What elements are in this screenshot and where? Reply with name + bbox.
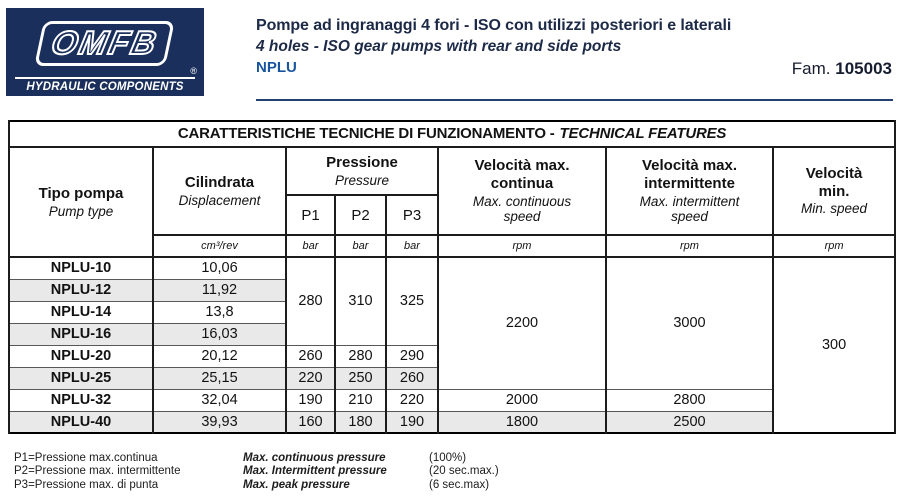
omfb-logo-frame	[35, 21, 176, 66]
omfb-logo	[6, 8, 204, 96]
pump-model-cell: NPLU-10	[9, 257, 153, 279]
table-row	[9, 389, 895, 411]
caption-italian: CARATTERISTICHE TECNICHE DI FUNZIONAMENTO -	[177, 125, 555, 142]
p2-cell: 250	[335, 367, 386, 389]
column-header-row	[9, 147, 895, 195]
logo-divider	[15, 77, 195, 79]
pump-model-cell: NPLU-32	[9, 389, 153, 411]
pump-model-cell: NPLU-12	[9, 279, 153, 301]
p1-cell: 160	[286, 411, 335, 433]
p2-cell: 180	[335, 411, 386, 433]
p2-cell: 210	[335, 389, 386, 411]
max-continuous-cell: 2200	[438, 257, 606, 389]
omfb-brand-text: OMFB	[48, 23, 162, 61]
p3-cell: 290	[386, 345, 438, 367]
col-header-max-continuous	[438, 147, 606, 235]
table-row	[9, 411, 895, 433]
document-titles	[256, 15, 731, 78]
unit-displacement: cm³/rev	[153, 235, 286, 257]
pump-model-cell: NPLU-16	[9, 323, 153, 345]
col-header-p1: P1	[286, 195, 335, 235]
p2-cell: 310	[335, 257, 386, 345]
pump-model-cell: NPLU-14	[9, 301, 153, 323]
max-intermittent-label-it: Velocità max. intermittente	[641, 157, 738, 192]
table-row	[9, 257, 895, 279]
p3-cell: 220	[386, 389, 438, 411]
displacement-cell: 32,04	[153, 389, 286, 411]
displacement-cell: 20,12	[153, 345, 286, 367]
pump-model-cell: NPLU-20	[9, 345, 153, 367]
pump-model-cell: NPLU-40	[9, 411, 153, 433]
unit-p2: bar	[335, 235, 386, 257]
omfb-logo-mark	[6, 14, 204, 72]
displacement-cell: 10,06	[153, 257, 286, 279]
pump-type-label-it: Tipo pompa	[38, 184, 124, 202]
unit-max-continuous: rpm	[438, 235, 606, 257]
footnote-condition: (20 sec.max.)	[429, 465, 499, 478]
p1-cell: 280	[286, 257, 335, 345]
pump-type-label-en: Pump type	[48, 203, 114, 219]
min-speed-label-en: Min. speed	[801, 201, 868, 217]
displacement-label-it: Cilindrata	[184, 173, 255, 191]
footnote-english: Max. continuous pressure	[243, 451, 386, 464]
max-intermittent-cell: 2500	[606, 411, 773, 433]
p1-cell: 190	[286, 389, 335, 411]
p2-cell: 280	[335, 345, 386, 367]
unit-p1: bar	[286, 235, 335, 257]
pressure-label-it: Pressione	[326, 153, 398, 171]
table-caption-row	[9, 121, 895, 147]
col-header-p3: P3	[386, 195, 438, 235]
min-speed-cell: 300	[773, 257, 895, 433]
p3-cell: 260	[386, 367, 438, 389]
logo-tagline: HYDRAULIC COMPONENTS	[26, 81, 184, 93]
pressure-label-en: Pressure	[334, 172, 390, 188]
footnote-condition: (6 sec.max)	[429, 478, 490, 491]
pump-model-cell: NPLU-25	[9, 367, 153, 389]
p1-cell: 260	[286, 345, 335, 367]
footnote-english: Max. Intermittent pressure	[243, 465, 387, 478]
title-italian: Pompe ad ingranaggi 4 fori - ISO con utilizzi posteriori e laterali	[256, 17, 732, 34]
p1-cell: 220	[286, 367, 335, 389]
family-label: Fam.	[791, 59, 831, 78]
p3-cell: 325	[386, 257, 438, 345]
max-continuous-cell: 2000	[438, 389, 606, 411]
footnote-condition: (100%)	[429, 451, 467, 464]
footnote-english: Max. peak pressure	[243, 478, 350, 491]
technical-features-table	[8, 120, 896, 434]
col-header-min-speed	[773, 147, 895, 235]
displacement-cell: 25,15	[153, 367, 286, 389]
family-number: 105003	[835, 59, 892, 78]
footnote-definition: P2=Pressione max. intermittente	[14, 465, 181, 478]
col-header-p2: P2	[335, 195, 386, 235]
family-code	[792, 59, 892, 79]
displacement-cell: 39,93	[153, 411, 286, 433]
registered-trademark-icon: ®	[190, 66, 197, 76]
series-name: NPLU	[256, 59, 297, 76]
col-header-pressure	[286, 147, 438, 195]
footnote-definition: P3=Pressione max. di punta	[14, 478, 159, 491]
max-continuous-label-en: Max. continuous speed	[472, 193, 572, 225]
max-continuous-cell: 1800	[438, 411, 606, 433]
p3-cell: 190	[386, 411, 438, 433]
col-header-pump-type	[9, 147, 153, 257]
caption-english: TECHNICAL FEATURES	[559, 125, 727, 142]
unit-max-intermittent: rpm	[606, 235, 773, 257]
displacement-cell: 16,03	[153, 323, 286, 345]
col-header-displacement	[153, 147, 286, 235]
displacement-label-en: Displacement	[178, 192, 261, 208]
table-caption	[9, 121, 895, 147]
header-rule	[256, 99, 893, 101]
min-speed-label-it: Velocità min.	[805, 165, 863, 200]
unit-p3: bar	[386, 235, 438, 257]
col-header-max-intermittent	[606, 147, 773, 235]
max-intermittent-cell: 3000	[606, 257, 773, 389]
displacement-cell: 13,8	[153, 301, 286, 323]
footnote-definition: P1=Pressione max.continua	[14, 451, 158, 464]
unit-min-speed: rpm	[773, 235, 895, 257]
max-continuous-label-it: Velocità max. continua	[474, 157, 570, 192]
max-intermittent-cell: 2800	[606, 389, 773, 411]
displacement-cell: 11,92	[153, 279, 286, 301]
footnotes	[14, 451, 499, 492]
title-english: 4 holes - ISO gear pumps with rear and side ports	[256, 38, 622, 55]
max-intermittent-label-en: Max. intermittent speed	[639, 193, 740, 225]
